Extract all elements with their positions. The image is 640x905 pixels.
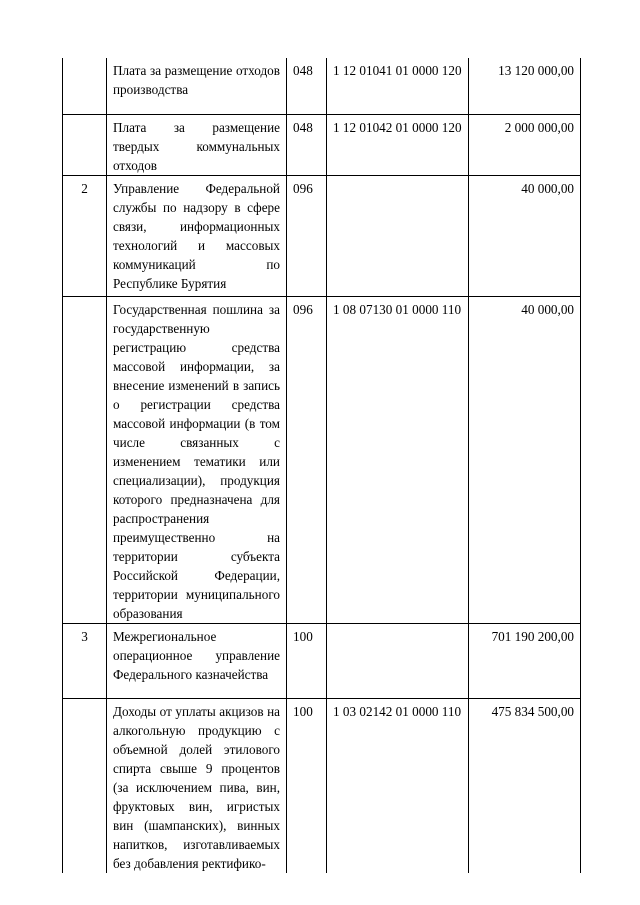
row-number: 2 [63, 176, 107, 297]
table-row [63, 624, 581, 699]
row-number [63, 297, 107, 624]
amount: 2 000 000,00 [469, 115, 581, 176]
admin-code: 096 [287, 297, 327, 624]
revenue-name: Управление Федеральной службы по надзору в сфере связи, информационных технологий и массовых коммуникаций по Республике Бурятия [107, 176, 287, 297]
budget-classification-code: 1 12 01041 01 0000 120 [327, 58, 469, 115]
row-number [63, 699, 107, 874]
revenue-name: Межрегиональное операционное управление Федерального казначейства [107, 624, 287, 699]
amount: 475 834 500,00 [469, 699, 581, 874]
table-row [63, 176, 581, 297]
revenue-name: Плата за размещение отходов производства [107, 58, 287, 115]
amount: 40 000,00 [469, 176, 581, 297]
amount: 40 000,00 [469, 297, 581, 624]
admin-code: 100 [287, 699, 327, 874]
revenue-name: Доходы от уплаты акцизов на алкогольную продукцию с объемной долей этилового спирта свыше 9 процентов (за исключением пива, вин, фруктовых вин, игристых вин (шампанских), винных напитков, изготавливаемых без добавления ректифико- [107, 699, 287, 874]
budget-classification-code [327, 624, 469, 699]
table-row [63, 297, 581, 624]
table-row [63, 699, 581, 874]
admin-code: 048 [287, 58, 327, 115]
amount: 701 190 200,00 [469, 624, 581, 699]
row-number: 3 [63, 624, 107, 699]
revenue-name: Государственная пошлина за государственную регистрацию средства массовой информации, за внесение изменений в запись о регистрации средства массовой информации (в том числе связанных с изменением тематики или специализации), продукция которого предназначена для распространения преимущественно на территории субъекта Российской Федерации, территории муниципального образования [107, 297, 287, 624]
budget-classification-code: 1 03 02142 01 0000 110 [327, 699, 469, 874]
admin-code: 096 [287, 176, 327, 297]
row-number [63, 58, 107, 115]
revenue-name: Плата за размещение твердых коммунальных отходов [107, 115, 287, 176]
amount: 13 120 000,00 [469, 58, 581, 115]
row-number [63, 115, 107, 176]
budget-classification-code: 1 12 01042 01 0000 120 [327, 115, 469, 176]
admin-code: 100 [287, 624, 327, 699]
budget-classification-code: 1 08 07130 01 0000 110 [327, 297, 469, 624]
table-row [63, 115, 581, 176]
admin-code: 048 [287, 115, 327, 176]
revenue-table [62, 58, 581, 873]
budget-classification-code [327, 176, 469, 297]
table-row [63, 58, 581, 115]
